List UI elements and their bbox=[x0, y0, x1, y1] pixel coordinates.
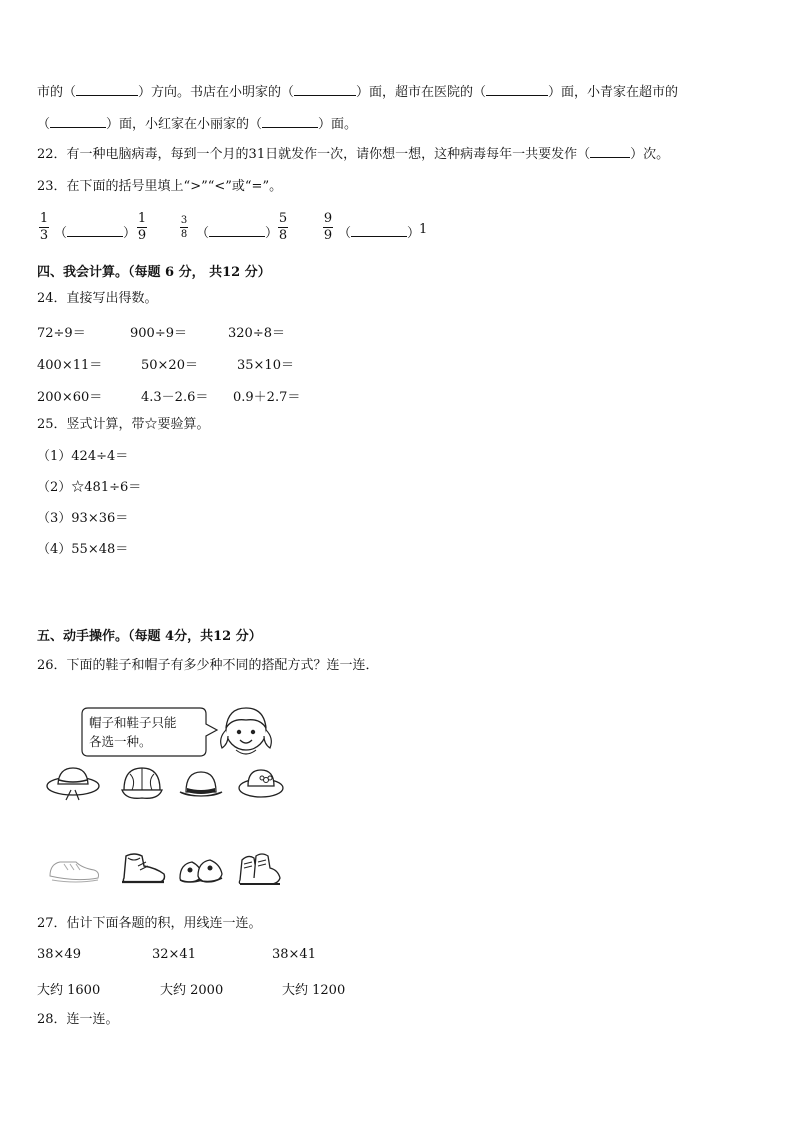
hiking-shoes-icon bbox=[234, 848, 282, 888]
fraction: 5 8 bbox=[278, 211, 288, 243]
compare-blank[interactable]: （ ） bbox=[54, 226, 137, 241]
vertical-calc-item: （4）55×48＝ bbox=[37, 542, 129, 557]
calc-item: 35×10＝ bbox=[237, 358, 294, 373]
answer-blank[interactable] bbox=[294, 84, 356, 96]
q22-tail: ）次。 bbox=[630, 147, 670, 162]
estimate-value[interactable]: 大约 1200 bbox=[282, 983, 346, 998]
estimate-value[interactable]: 大约 2000 bbox=[160, 983, 224, 998]
cap-icon bbox=[118, 762, 166, 804]
question-23: 23．在下面的括号里填上“>”“<”或“=”。 bbox=[37, 179, 283, 194]
question-22 bbox=[37, 146, 669, 164]
answer-blank[interactable] bbox=[262, 116, 318, 128]
fraction: 1 3 bbox=[39, 211, 49, 243]
fraction: 9 9 bbox=[323, 211, 333, 243]
calc-item: 400×11＝ bbox=[37, 358, 103, 373]
fraction: 3 8 bbox=[180, 215, 188, 240]
q21-text: ）方向。书店在小明家的（ bbox=[138, 85, 295, 100]
q21-text: ）面，小红家在小丽家的（ bbox=[106, 117, 263, 132]
question-28: 28．连一连。 bbox=[37, 1012, 119, 1027]
fraction: 1 9 bbox=[137, 211, 147, 243]
answer-blank[interactable] bbox=[76, 84, 138, 96]
bubble-text bbox=[89, 713, 177, 751]
product-expression[interactable]: 38×49 bbox=[37, 947, 81, 962]
question-26: 26．下面的鞋子和帽子有多少种不同的搭配方式？连一连． bbox=[37, 658, 379, 673]
girl-icon bbox=[216, 700, 278, 762]
calc-item: 4.3－2.6＝ bbox=[141, 390, 209, 405]
calc-item: 200×60＝ bbox=[37, 390, 103, 405]
question-24: 24．直接写出得数。 bbox=[37, 291, 158, 306]
section-5-heading: 五、动手操作。（每题 4分，共12 分） bbox=[37, 629, 262, 644]
q21-text: ）面，超市在医院的（ bbox=[356, 85, 487, 100]
calc-item: 72÷9＝ bbox=[37, 326, 86, 341]
product-expression[interactable]: 38×41 bbox=[272, 947, 316, 962]
q22-text: 22．有一种电脑病毒，每到一个月的31日就发作一次，请你想一想，这种病毒每年一共要发作（ bbox=[37, 147, 591, 162]
fedora-icon bbox=[176, 762, 226, 804]
boot-icon bbox=[116, 848, 172, 888]
answer-blank[interactable] bbox=[50, 116, 106, 128]
vertical-calc-item: （1）424÷4＝ bbox=[37, 449, 129, 464]
q21-text: ）面，小青家在超市的 bbox=[548, 85, 679, 100]
q21-line2 bbox=[37, 116, 357, 134]
section-4-heading: 四、我会计算。（每题 6 分， 共12 分） bbox=[37, 265, 271, 280]
question-27: 27．估计下面各题的积，用线连一连。 bbox=[37, 916, 262, 931]
calc-item: 320÷8＝ bbox=[228, 326, 285, 341]
bow-hat-icon bbox=[236, 762, 286, 804]
estimate-value[interactable]: 大约 1600 bbox=[37, 983, 101, 998]
answer-blank[interactable] bbox=[486, 84, 548, 96]
compare-blank[interactable]: （ ） bbox=[196, 226, 279, 241]
bubble-line: 帽子和鞋子只能 bbox=[89, 715, 177, 730]
q21-text: ）面。 bbox=[318, 117, 358, 132]
question-25: 25．竖式计算，带☆要验算。 bbox=[37, 417, 210, 432]
number-one: 1 bbox=[419, 222, 428, 237]
sun-hat-icon bbox=[44, 762, 102, 804]
vertical-calc-item: （3）93×36＝ bbox=[37, 511, 129, 526]
q21-text: 市的（ bbox=[37, 85, 77, 100]
vertical-calc-item: （2）☆481÷6＝ bbox=[37, 480, 142, 495]
kids-shoes-icon bbox=[176, 850, 226, 888]
answer-blank[interactable] bbox=[590, 146, 630, 158]
compare-blank[interactable]: （ ） bbox=[338, 226, 421, 241]
bubble-line: 各选一种。 bbox=[89, 734, 152, 749]
calc-item: 900÷9＝ bbox=[130, 326, 187, 341]
q21-line1 bbox=[37, 84, 678, 102]
product-expression[interactable]: 32×41 bbox=[152, 947, 196, 962]
q21-text: （ bbox=[37, 117, 51, 132]
sneaker-icon bbox=[46, 852, 102, 886]
calc-item: 0.9＋2.7＝ bbox=[233, 390, 301, 405]
calc-item: 50×20＝ bbox=[141, 358, 198, 373]
